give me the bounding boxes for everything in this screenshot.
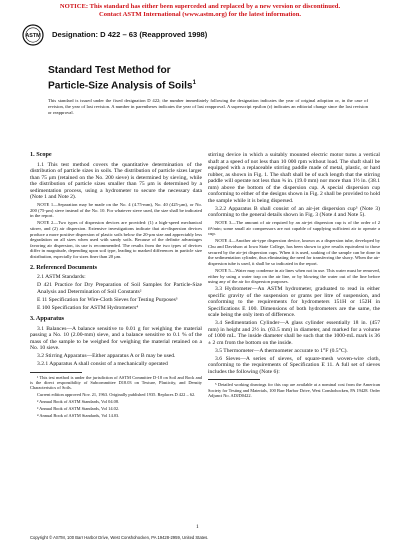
designation-line: Designation: D 422 – 63 (Reapproved 1998) [52, 30, 208, 39]
note-2: NOTE 2—Two types of dispersion devices are provided: (1) a high-speed mechanical stirrer, and (2) air dispersion. Extensive investigations indicate that air-dispersion devices produce a more positive dispersion of plastic soils below the 20-μm size and appreciably less degradation on all sizes when used with sandy soils. Because of the definite advantages favoring air dispersion, its use is recommended. The results from the two types of devices differ in magnitude, depending upon soil type, leading to marked differences in particle size distribution, especially for sizes finer than 20 μm. [30, 220, 202, 259]
paragraph-2-1: 2.1 ASTM Standards: [37, 274, 86, 281]
astm-logo-icon [22, 24, 44, 46]
section-heading-apparatus: 3. Apparatus [30, 315, 65, 323]
svg-text:ASTM: ASTM [25, 33, 41, 39]
footnote-3: ³ Annual Book of ASTM Standards, Vol 14.02. [37, 406, 120, 412]
copyright-line: Copyright © ASTM, 100 Barr Harbor Drive, West Conshohocken, PA 19428-2959, United States. [30, 535, 209, 540]
note-4: NOTE 4—Another air-type dispersion device, known as a dispersion tube, developed by Chu and Davidson at Iowa State College, has been shown to give results equivalent to those secured by the air-jet dispersion cups. When it is used, soaking of the sample can be done in the sedimentation cylinder, thus eliminating the need for transferring the slurry. When the air-dispersion tube is used, it shall be so indicated in the report. [208, 238, 380, 266]
notice-line-1: NOTICE: This standard has either been superceded and replaced by a new version or discontinued. [59, 3, 341, 10]
note-3: NOTE 3—The amount of air required by an air-jet dispersion cup is of the order of 2 ft³/min; some small air compressors are not capable of supplying sufficient air to operate a cup. [208, 220, 380, 237]
paragraph-3-2: 3.2 Stirring Apparatus—Either apparatus A or B may be used. [37, 353, 176, 360]
footnote-2: ² Annual Book of ASTM Standards, Vol 04.08. [37, 399, 120, 405]
reference-e100: E 100 Specification for ASTM Hydrometers⁴ [37, 304, 139, 311]
paragraph-3-2-2: 3.2.2 Apparatus B shall consist of an air-jet dispersion cup⁵ (Note 3) conforming to the general details shown in Fig. 3 (Note 4 and Note 5). [208, 205, 380, 218]
reference-d421: D 421 Practice for Dry Preparation of Soil Samples for Particle-Size Analysis and Determination of Soil Constants² [37, 282, 202, 295]
title-line-1: Standard Test Method for [48, 65, 171, 76]
right-column [208, 152, 380, 400]
notice-line-2: Contact ASTM International (www.astm.org) for the latest information. [98, 11, 302, 18]
footnote-divider [30, 372, 82, 373]
paragraph-3-3: 3.3 Hydrometer—An ASTM hydrometer, graduated to read in either specific gravity of the suspension or grams per litre of suspension, and conforming to the requirements for hydrometers 151H or 152H in Specifications E 100. Dimensions of both hydrometers are the same, the scale being the only item of difference. [208, 286, 380, 319]
note-5: NOTE 5—Water may condense in air lines when not in use. This water must be removed, either by using a water trap on the air line, or by blowing the water out of the line before using any of the air for dispersion purposes. [208, 267, 380, 285]
issuance-statement: This standard is issued under the fixed designation D 422; the number immediately following the designation indicates the year of original adoption or, in the case of revision, the year of last revision. A number in parentheses indicates the year of last reapproval. A superscript epsilon (ε) indicates an editorial change since the last revision or reapproval. [48, 98, 368, 115]
reference-e11: E 11 Specification for Wire-Cloth Sieves for Testing Purposes³ [37, 296, 178, 303]
paragraph-3-6: 3.6 Sieves—A series of sieves, of square-mesh woven-wire cloth, conforming to the requirements of Specification E 11. A full set of sieves includes the following (Note 6): [208, 355, 380, 375]
section-heading-scope: 1. Scope [30, 151, 52, 158]
footnote-divider-right [208, 379, 260, 380]
title-line-2 [48, 77, 368, 92]
paragraph-1-1: 1.1 This test method covers the quantitative determination of the distribution of particle sizes in soils. The distribution of particle sizes larger than 75 μm (retained on the No. 200 sieve) is determined by sieving, while the distribution of particle sizes smaller than 75 μm is determined by a sedimentation process, using a hydrometer to secure the necessary data (Note 1 and Note 2). [30, 161, 202, 200]
title-main: Particle-Size Analysis of Soils [48, 80, 193, 92]
paragraph-3-1: 3.1 Balances—A balance sensitive to 0.01 g for weighing the material passing a No. 10 (2.00-mm) sieve, and a balance sensitive to 0.1 % of the mass of the sample to be weighed for weighing the material retained on a No. 10 sieve. [30, 325, 202, 352]
left-column [30, 152, 202, 420]
supersession-notice [0, 3, 400, 19]
paragraph-3-2-1: 3.2.1 Apparatus A shall consist of a mechanically operated [37, 361, 168, 368]
paragraph-3-4: 3.4 Sedimentation Cylinder—A glass cylinder essentially 18 in. (457 mm) in height and 2½ in. (63.5 mm) in diameter, and marked for a volume of 1000 mL. The inside diameter shall be such that the 1000-mL mark is 36 ± 2 cm from the bottom on the inside. [208, 320, 380, 346]
paragraph-3-2-1-continued: stirring device in which a suitably mounted electric motor turns a vertical shaft at a speed of not less than 10 000 rpm without load. The shaft shall be equipped with a replaceable stirring paddle made of metal, plastic, or hard rubber, as shown in Fig. 1. The shaft shall be of such length that the stirring paddle will operate not less than ¾ in. (19.0 mm) nor more than 1½ in. (38.1 mm) above the bottom of the dispersion cup. A special dispersion cup conforming to either of the designs shown in Fig. 2 shall be provided to hold the sample while it is being dispersed. [208, 152, 380, 204]
footnote-4: ⁴ Annual Book of ASTM Standards, Vol 14.03. [37, 412, 120, 418]
footnote-1-edition: Current edition approved Nov. 21, 1963. Originally published 1935. Replaces D 422 – 62. [37, 392, 196, 398]
paragraph-3-5: 3.5 Thermometer—A thermometer accurate to 1°F (0.5°C). [215, 347, 348, 354]
document-title [48, 65, 368, 92]
footnote-5: ⁵ Detailed working drawings for this cup are available at a nominal cost from the American Society for Testing and Materials, 100 Barr Harbor Drive, West Conshohocken, PA 19428. Order Adjunct No. ADJD0422. [208, 382, 380, 399]
note-1: NOTE 1—Separation may be made on the No. 4 (4.75-mm), No. 40 (425-μm), or No. 200 (75-μm) sieve instead of the No. 10. For whatever sieve used, the size shall be indicated in the report. [30, 202, 202, 219]
section-heading-referenced-documents: 2. Referenced Documents [30, 263, 98, 271]
footnote-1: ¹ This test method is under the jurisdiction of ASTM Committee D-18 on Soil and Rock and is the direct responsibility of Subcommittee D18.03 on Texture, Plasticity, and Density Characteristics of Soils. [30, 374, 202, 391]
page-number: 1 [196, 524, 199, 530]
title-footnote-mark: 1 [192, 80, 196, 86]
